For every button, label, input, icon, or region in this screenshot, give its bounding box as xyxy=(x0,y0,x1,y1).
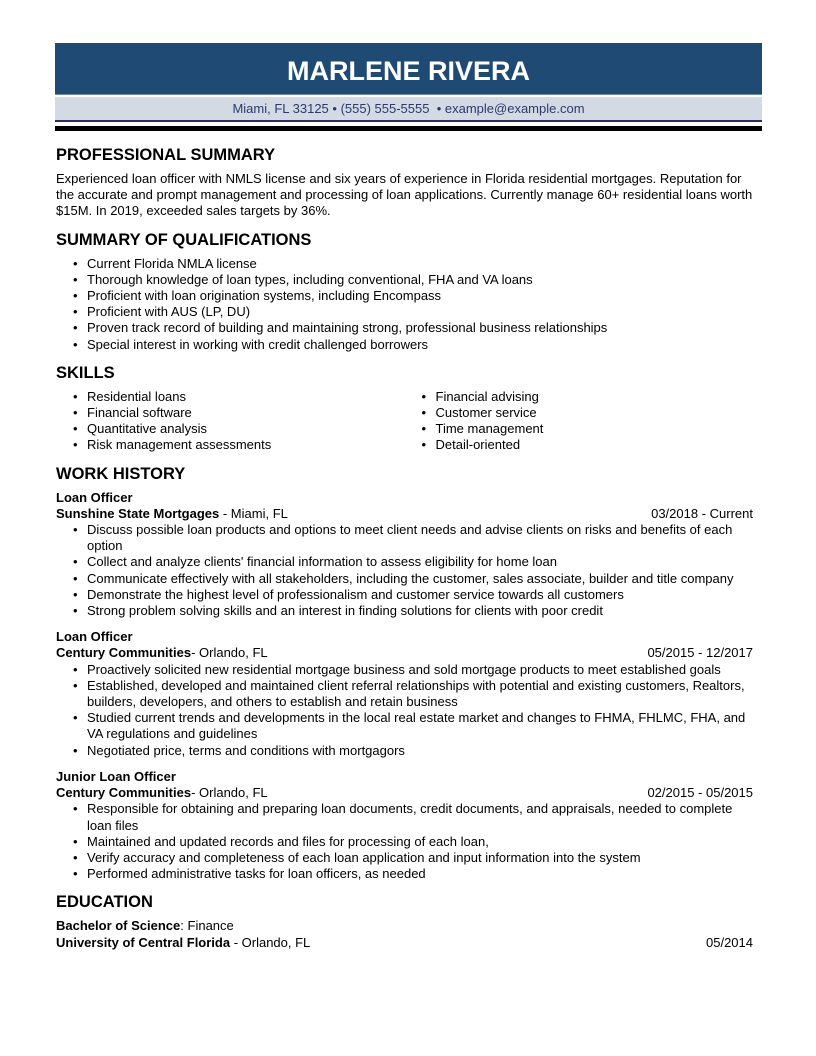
job-title: Loan Officer xyxy=(56,629,133,645)
job-bullets xyxy=(73,801,753,882)
list-item: • Proactively solicited new residential mortgage business and sold mortgage products to meet established goals xyxy=(73,662,753,678)
list-item: • Customer service xyxy=(422,405,754,421)
section-title: WORK HISTORY xyxy=(56,464,186,483)
job-title: Loan Officer xyxy=(56,489,133,505)
section-title: SKILLS xyxy=(56,363,115,382)
list-item: • Performed administrative tasks for loan officers, as needed xyxy=(73,866,753,882)
list-item: • Discuss possible loan products and options to meet client needs and advise clients on risks and benefits of each option xyxy=(73,522,753,554)
list-item: • Negotiated price, terms and conditions with mortgagors xyxy=(73,743,753,759)
resume-name: MARLENE RIVERA xyxy=(55,43,762,95)
section-title: EDUCATION xyxy=(56,893,153,912)
list-item: • Financial advising xyxy=(422,389,754,405)
header-divider xyxy=(55,126,762,131)
list-item: • Demonstrate the highest level of professionalism and customer service towards all customers xyxy=(73,587,753,603)
separator-dot: • xyxy=(332,101,341,116)
job-dates: 03/2018 - Current xyxy=(651,505,753,521)
work-history xyxy=(56,464,753,883)
qualifications-list xyxy=(73,256,753,353)
list-item: • Studied current trends and developments in the local real estate market and changes to FHMA, FHLMC, FHA, and VA regulations and guidelines xyxy=(73,710,753,742)
skills-left xyxy=(73,389,405,454)
education xyxy=(56,892,753,950)
school-location: - Orlando, FL xyxy=(230,934,311,950)
company: Century Communities xyxy=(56,785,192,801)
degree: Bachelor of Science xyxy=(56,918,181,934)
section-title: SUMMARY OF QUALIFICATIONS xyxy=(56,230,312,249)
list-item: • Financial software xyxy=(73,405,405,421)
list-item: • Proven track record of building and maintaining strong, professional business relationships xyxy=(73,320,753,336)
job-location: - Orlando, FL xyxy=(191,785,268,801)
school: University of Central Florida xyxy=(56,934,231,950)
job-entry xyxy=(56,490,753,620)
list-item: • Verify accuracy and completeness of each loan application and input information into the system xyxy=(73,850,753,866)
skills xyxy=(56,363,753,454)
location: Miami, FL 33125 xyxy=(232,101,329,116)
qualifications xyxy=(56,230,753,353)
job-entry xyxy=(56,769,753,882)
list-item: • Risk management assessments xyxy=(73,437,405,453)
summary-text: Experienced loan officer with NMLS license and six years of experience in Florida residential mortgages. Reputation for the accurate and prompt management and processing of loan applications. Currently manage 60+ residential loans worth $15M. In 2019, exceeded sales targets by 36%. xyxy=(56,171,753,219)
list-item: • Quantitative analysis xyxy=(73,421,405,437)
separator-dot: • xyxy=(433,101,445,116)
section-title: PROFESSIONAL SUMMARY xyxy=(56,146,276,164)
phone: (555) 555-5555 xyxy=(340,101,430,116)
list-item: • Established, developed and maintained client referral relationships with potential and existing customers, Realtors, builders, developers, and others to establish and retain business xyxy=(73,678,753,710)
job-location: - Miami, FL xyxy=(219,505,288,521)
list-item: • Responsible for obtaining and preparing loan documents, credit documents, and appraisals, needed to complete loan files xyxy=(73,801,753,833)
job-location: - Orlando, FL xyxy=(191,645,268,661)
list-item: • Proficient with AUS (LP, DU) xyxy=(73,304,753,320)
field: : Finance xyxy=(180,918,234,934)
list-item: • Current Florida NMLA license xyxy=(73,256,753,272)
skills-right xyxy=(422,389,754,454)
job-title: Junior Loan Officer xyxy=(56,768,176,784)
email: example@example.com xyxy=(444,101,585,116)
list-item: • Special interest in working with credit challenged borrowers xyxy=(73,337,753,353)
professional-summary xyxy=(56,145,753,220)
job-dates: 02/2015 - 05/2015 xyxy=(647,785,753,801)
contact-line xyxy=(55,97,762,122)
list-item: • Detail-oriented xyxy=(422,437,754,453)
list-item: • Communicate effectively with all stakeholders, including the customer, sales associate, builder and title company xyxy=(73,571,753,587)
graduation-date: 05/2014 xyxy=(706,934,753,950)
company: Sunshine State Mortgages xyxy=(56,505,220,521)
list-item: • Time management xyxy=(422,421,754,437)
list-item: • Thorough knowledge of loan types, including conventional, FHA and VA loans xyxy=(73,272,753,288)
job-entry xyxy=(56,629,753,759)
list-item: • Strong problem solving skills and an interest in finding solutions for clients with poor credit xyxy=(73,603,753,619)
list-item: • Proficient with loan origination systems, including Encompass xyxy=(73,288,753,304)
list-item: • Residential loans xyxy=(73,389,405,405)
job-bullets xyxy=(73,522,753,619)
job-bullets xyxy=(73,662,753,759)
resume-body xyxy=(56,145,753,961)
list-item: • Maintained and updated records and files for processing of each loan, xyxy=(73,834,753,850)
list-item: • Collect and analyze clients' financial information to assess eligibility for home loan xyxy=(73,554,753,570)
job-dates: 05/2015 - 12/2017 xyxy=(647,645,753,661)
company: Century Communities xyxy=(56,645,192,661)
